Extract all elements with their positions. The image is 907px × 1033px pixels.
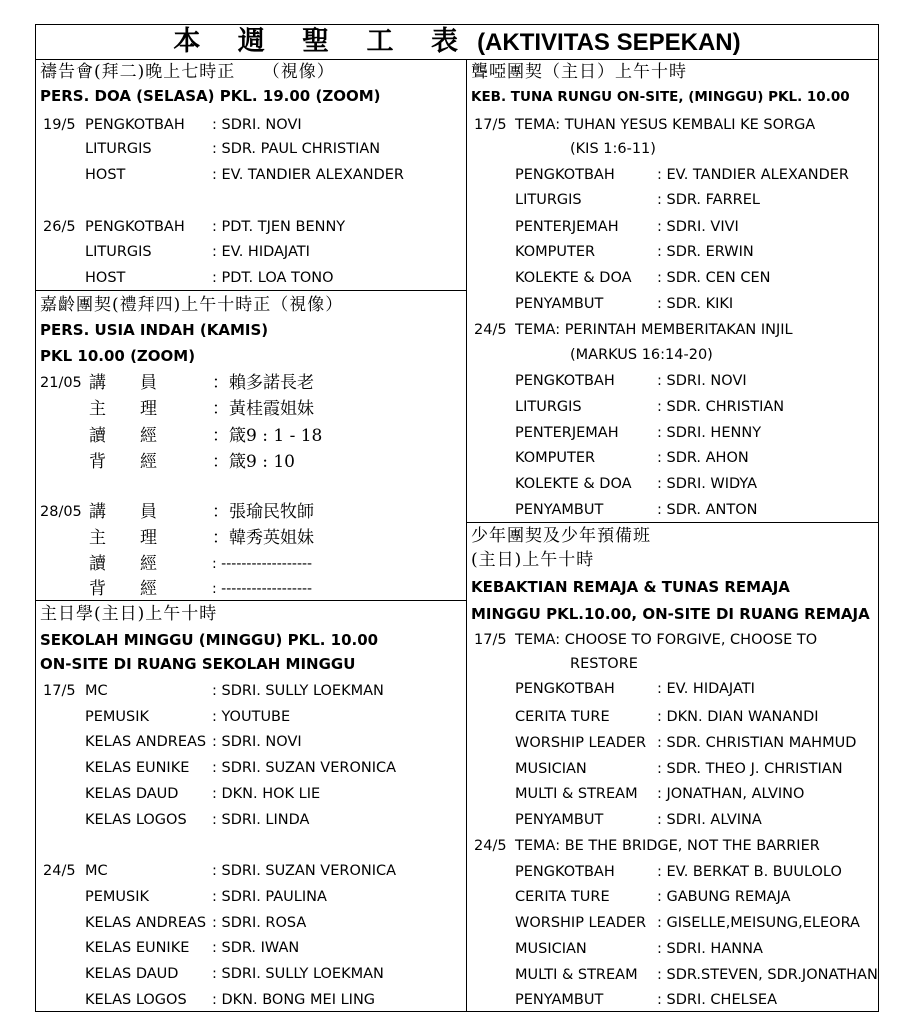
role-label: KELAS LOGOS: [85, 812, 187, 828]
sermon-theme-cont: RESTORE: [570, 656, 638, 672]
sermon-theme: TEMA: BE THE BRIDGE, NOT THE BARRIER: [515, 838, 820, 854]
remaja-header-cn: 少年團契及少年預備班: [471, 526, 651, 546]
assigned-name: : ------------------: [212, 556, 313, 572]
role-label: WORSHIP LEADER: [515, 735, 647, 751]
role-label: KELAS ANDREAS: [85, 734, 207, 750]
assigned-name: : SDRI. NOVI: [657, 373, 747, 389]
role-label: 講 員: [89, 373, 157, 393]
role-label: MC: [85, 863, 108, 879]
role-label: 背 經: [89, 452, 157, 472]
assigned-name: ：張瑜民牧師: [212, 502, 314, 522]
assigned-name: : SDRI. VIVI: [657, 219, 739, 235]
assigned-name: : DKN. HOK LIE: [212, 786, 321, 802]
entry-date: 21/05: [40, 375, 82, 391]
sermon-theme: TEMA: PERINTAH MEMBERITAKAN INJIL: [515, 322, 793, 338]
assigned-name: : YOUTUBE: [212, 709, 291, 725]
role-label: LITURGIS: [85, 244, 152, 260]
entry-date: 17/5: [474, 117, 507, 133]
role-label: KELAS LOGOS: [85, 992, 187, 1008]
sermon-theme: TEMA: CHOOSE TO FORGIVE, CHOOSE TO: [515, 632, 818, 648]
assigned-name: : SDRI. WIDYA: [657, 476, 758, 492]
assigned-name: : SDRI. SULLY LOEKMAN: [212, 683, 384, 699]
role-label: PENGKOTBAH: [515, 373, 615, 389]
assigned-name: : SDRI. HENNY: [657, 425, 762, 441]
entry-date: 24/5: [43, 863, 76, 879]
role-label: PENTERJEMAH: [515, 425, 619, 441]
assigned-name: : SDR.STEVEN, SDR.JONATHAN: [657, 967, 878, 983]
tuna-header-cn: 聾啞團契（主日）上午十時: [471, 62, 687, 82]
role-label: PEMUSIK: [85, 709, 150, 725]
assigned-name: ：黃桂霞姐妹: [212, 399, 314, 419]
title-divider: [35, 59, 879, 60]
assigned-name: : EV. TANDIER ALEXANDER: [212, 167, 404, 183]
assigned-name: : SDRI. ALVINA: [657, 812, 762, 828]
assigned-name: : DKN. DIAN WANANDI: [657, 709, 819, 725]
assigned-name: : SDR. ERWIN: [657, 244, 754, 260]
assigned-name: : PDT. TJEN BENNY: [212, 219, 346, 235]
usia-header-cn: 嘉齡團契(禮拜四)上午十時正（視像）: [40, 295, 344, 315]
assigned-name: : DKN. BONG MEI LING: [212, 992, 376, 1008]
role-label: KOLEKTE & DOA: [515, 270, 632, 286]
assigned-name: : SDR. FARREL: [657, 192, 760, 208]
role-label: PENYAMBUT: [515, 296, 604, 312]
sm-header-location: ON-SITE DI RUANG SEKOLAH MINGGU: [40, 655, 356, 673]
sm-header-cn: 主日學(主日)上午十時: [40, 604, 218, 624]
assigned-name: ：箴9 : 10: [212, 452, 295, 472]
role-label: PENGKOTBAH: [515, 167, 615, 183]
assigned-name: ：賴多諾長老: [212, 373, 314, 393]
role-label: MUSICIAN: [515, 941, 587, 957]
assigned-name: : JONATHAN, ALVINO: [657, 786, 805, 802]
role-label: PENGKOTBAH: [515, 681, 615, 697]
entry-date: 26/5: [43, 219, 76, 235]
role-label: LITURGIS: [85, 141, 152, 157]
assigned-name: : SDR. THEO J. CHRISTIAN: [657, 761, 843, 777]
assigned-name: : EV. HIDAJATI: [657, 681, 755, 697]
assigned-name: : SDR. CEN CEN: [657, 270, 771, 286]
role-label: MULTI & STREAM: [515, 967, 638, 983]
assigned-name: : SDRI. LINDA: [212, 812, 310, 828]
role-label: PENGKOTBAH: [85, 117, 185, 133]
assigned-name: : SDR. IWAN: [212, 940, 300, 956]
role-label: PENYAMBUT: [515, 812, 604, 828]
divider-tuna-remaja: [466, 522, 879, 523]
entry-date: 17/5: [43, 683, 76, 699]
sermon-reference: (MARKUS 16:14-20): [570, 347, 713, 363]
remaja-header-id: KEBAKTIAN REMAJA & TUNAS REMAJA: [471, 578, 790, 596]
role-label: PENGKOTBAH: [85, 219, 185, 235]
title-latin: (AKTIVITAS SEPEKAN): [477, 29, 741, 56]
title-cjk: 本 週 聖 工 表: [173, 26, 472, 57]
role-label: WORSHIP LEADER: [515, 915, 647, 931]
tuna-header-id: KEB. TUNA RUNGU ON-SITE, (MINGGU) PKL. 10.00: [471, 89, 850, 105]
role-label: MUSICIAN: [515, 761, 587, 777]
entry-date: 17/5: [474, 632, 507, 648]
role-label: KELAS EUNIKE: [85, 940, 190, 956]
role-label: CERITA TURE: [515, 709, 610, 725]
assigned-name: : SDRI. ROSA: [212, 915, 307, 931]
divider-doa-usia: [35, 290, 467, 291]
role-label: KOMPUTER: [515, 450, 596, 466]
assigned-name: : EV. HIDAJATI: [212, 244, 310, 260]
assigned-name: : PDT. LOA TONO: [212, 270, 334, 286]
role-label: 讀 經: [89, 554, 157, 574]
role-label: LITURGIS: [515, 192, 582, 208]
role-label: KELAS DAUD: [85, 966, 179, 982]
entry-date: 24/5: [474, 322, 507, 338]
role-label: KELAS ANDREAS: [85, 915, 207, 931]
role-label: 讀 經: [89, 426, 157, 446]
assigned-name: : SDR. PAUL CHRISTIAN: [212, 141, 381, 157]
role-label: 主 理: [89, 528, 157, 548]
assigned-name: : SDRI. SUZAN VERONICA: [212, 863, 397, 879]
role-label: 背 經: [89, 579, 157, 599]
assigned-name: : SDRI. NOVI: [212, 117, 302, 133]
page-title: [36, 25, 878, 59]
assigned-name: : SDRI. NOVI: [212, 734, 302, 750]
assigned-name: : SDR. AHON: [657, 450, 749, 466]
doa-header-cn: 禱告會(拜二)晚上七時正 （視像）: [40, 62, 335, 82]
remaja-header-cn-time: (主日)上午十時: [471, 550, 595, 570]
doa-header-id: PERS. DOA (SELASA) PKL. 19.00 (ZOOM): [40, 87, 381, 105]
assigned-name: : SDR. CHRISTIAN MAHMUD: [657, 735, 857, 751]
assigned-name: : SDRI. PAULINA: [212, 889, 327, 905]
role-label: PENTERJEMAH: [515, 219, 619, 235]
usia-header-id: PERS. USIA INDAH (KAMIS): [40, 321, 269, 339]
assigned-name: : SDR. ANTON: [657, 502, 758, 518]
role-label: KELAS DAUD: [85, 786, 179, 802]
role-label: KOMPUTER: [515, 244, 596, 260]
assigned-name: : GABUNG REMAJA: [657, 889, 791, 905]
role-label: HOST: [85, 167, 126, 183]
assigned-name: : SDRI. CHELSEA: [657, 992, 777, 1008]
sermon-theme: TEMA: TUHAN YESUS KEMBALI KE SORGA: [515, 117, 816, 133]
assigned-name: : SDR. CHRISTIAN: [657, 399, 785, 415]
divider-usia-sm: [35, 600, 467, 601]
assigned-name: : SDR. KIKI: [657, 296, 734, 312]
assigned-name: ：箴9 : 1 - 18: [212, 426, 323, 446]
role-label: MC: [85, 683, 108, 699]
role-label: 主 理: [89, 399, 157, 419]
assigned-name: : SDRI. SULLY LOEKMAN: [212, 966, 384, 982]
role-label: PEMUSIK: [85, 889, 150, 905]
assigned-name: ：韓秀英姐妹: [212, 528, 314, 548]
role-label: 講 員: [89, 502, 157, 522]
column-divider: [466, 59, 467, 1012]
role-label: KOLEKTE & DOA: [515, 476, 632, 492]
assigned-name: : EV. BERKAT B. BUULOLO: [657, 864, 842, 880]
assigned-name: : EV. TANDIER ALEXANDER: [657, 167, 849, 183]
role-label: KELAS EUNIKE: [85, 760, 190, 776]
role-label: LITURGIS: [515, 399, 582, 415]
usia-header-time: PKL 10.00 (ZOOM): [40, 347, 196, 365]
assigned-name: : ------------------: [212, 581, 313, 597]
sermon-reference: (KIS 1:6-11): [570, 141, 656, 157]
assigned-name: : GISELLE,MEISUNG,ELEORA: [657, 915, 860, 931]
role-label: CERITA TURE: [515, 889, 610, 905]
entry-date: 24/5: [474, 838, 507, 854]
role-label: HOST: [85, 270, 126, 286]
assigned-name: : SDRI. HANNA: [657, 941, 763, 957]
role-label: PENYAMBUT: [515, 992, 604, 1008]
role-label: PENYAMBUT: [515, 502, 604, 518]
assigned-name: : SDRI. SUZAN VERONICA: [212, 760, 397, 776]
role-label: MULTI & STREAM: [515, 786, 638, 802]
remaja-header-location: MINGGU PKL.10.00, ON-SITE DI RUANG REMAJA: [471, 605, 870, 623]
entry-date: 28/05: [40, 504, 82, 520]
entry-date: 19/5: [43, 117, 76, 133]
sm-header-id: SEKOLAH MINGGU (MINGGU) PKL. 10.00: [40, 631, 379, 649]
role-label: PENGKOTBAH: [515, 864, 615, 880]
